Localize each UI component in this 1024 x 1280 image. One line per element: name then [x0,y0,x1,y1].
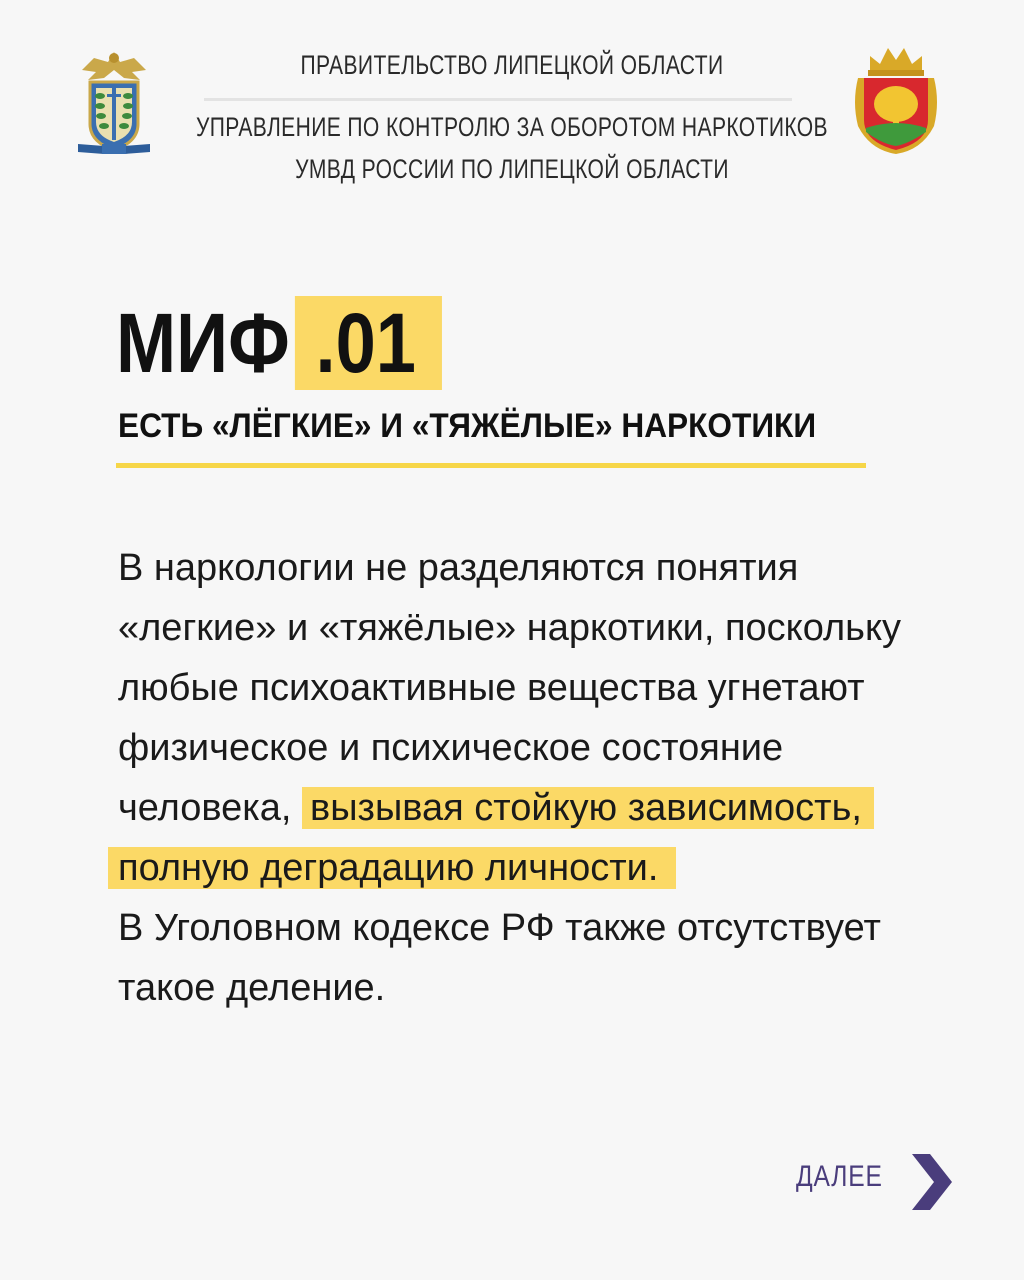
body-line: В Уголовном кодексе РФ также отсутствует [118,907,881,949]
highlighted-text: полную деградацию личности. [108,847,676,889]
body-line: «легкие» и «тяжёлые» наркотики, поскольку [118,607,902,649]
body-text-plain: человека, [118,787,292,829]
myth-subtitle: ЕСТЬ «ЛЁГКИЕ» И «ТЯЖЁЛЫЕ» НАРКОТИКИ [118,407,817,445]
myth-heading [116,298,442,388]
header-ministry-title: УМВД РОССИИ ПО ЛИПЕЦКОЙ ОБЛАСТИ [295,154,729,184]
header-government-title: ПРАВИТЕЛЬСТВО ЛИПЕЦКОЙ ОБЛАСТИ [300,50,724,80]
chevron-right-icon[interactable] [906,1150,956,1214]
body-line [118,838,978,898]
next-label[interactable]: ДАЛЕЕ [796,1160,883,1193]
myth-label: МИФ [116,296,290,390]
header-divider [204,98,792,101]
body-line: физическое и психическое состояние [118,727,784,769]
subtitle-underline [116,463,866,468]
body-line: В наркологии не разделяются понятия [118,547,799,589]
myth-number: .01 [295,296,442,390]
myth-explanation [118,538,978,1018]
header-department-title: УПРАВЛЕНИЕ ПО КОНТРОЛЮ ЗА ОБОРОТОМ НАРКОТИКОВ [195,112,828,142]
body-line: такое деление. [118,967,386,1009]
highlighted-text: вызывая стойкую зависимость, [302,787,874,829]
body-line [118,778,978,838]
body-line: любые психоактивные вещества угнетают [118,667,865,709]
